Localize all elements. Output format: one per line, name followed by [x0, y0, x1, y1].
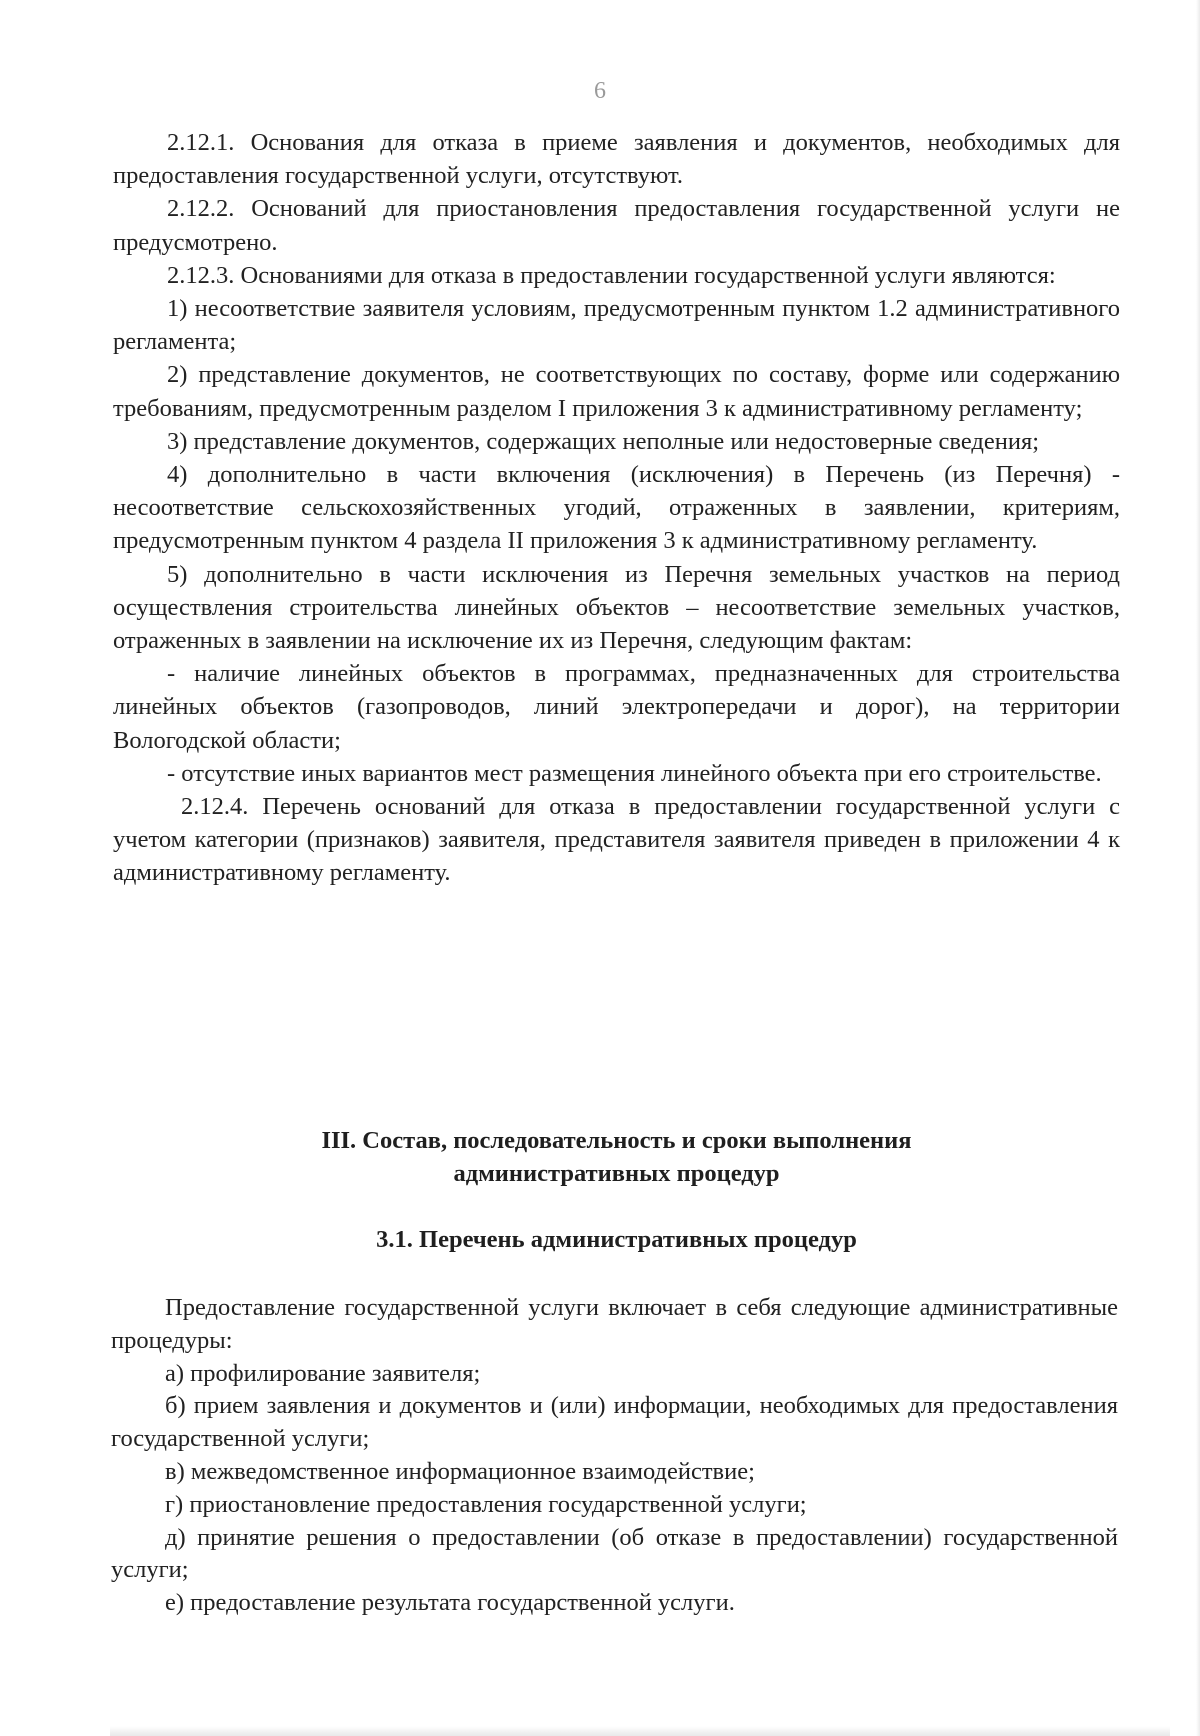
dash-item-2: - отсутствие иных вариантов мест размещения линейного объекта при его строительстве.: [167, 759, 1102, 787]
paragraph-2-12-1: 2.12.1. Основания для отказа в приеме заявления и документов, необходимых для предоставления государственной услуги, отсутствуют.: [113, 129, 1120, 190]
section-headings: [113, 1124, 1120, 1256]
procedure-item-a: а) профилирование заявителя;: [165, 1359, 481, 1387]
body-text: [113, 126, 1120, 890]
page-number: 6: [594, 78, 606, 104]
scan-bottom-shadow: [110, 1726, 1170, 1736]
paragraph-2-12-4: 2.12.4. Перечень оснований для отказа в предоставлении государственной услуги с учетом категории (признаков) заявителя, представителя заявителя приведен в приложении 4 к административному регламенту.: [113, 793, 1120, 887]
subsection-heading: 3.1. Перечень административных процедур: [376, 1226, 857, 1253]
section-heading-line2: административных процедур: [453, 1160, 780, 1187]
paragraph-2-12-2: 2.12.2. Оснований для приостановления предоставления государственной услуги не предусмотрено.: [113, 195, 1120, 256]
procedure-item-v: в) межведомственное информационное взаимодействие;: [165, 1457, 755, 1485]
scan-edge-shadow: [1196, 0, 1200, 1736]
section-heading: [113, 1124, 1120, 1190]
list-item-4: 4) дополнительно в части включения (исключения) в Перечень (из Перечня) - несоответствие сельскохозяйственных угодий, отраженных в заявлении, критериям, предусмотренным пунктом 4 раздела II приложения 3 к административному регламенту.: [113, 461, 1120, 555]
procedures-intro: Предоставление государственной услуги включает в себя следующие административные процедуры:: [111, 1294, 1118, 1354]
procedure-item-g: г) приостановление предоставления государственной услуги;: [165, 1490, 807, 1518]
list-item-1: 1) несоответствие заявителя условиям, предусмотренным пунктом 1.2 административного регламента;: [113, 295, 1120, 356]
paragraph-2-12-3: 2.12.3. Основаниями для отказа в предоставлении государственной услуги являются:: [167, 261, 1056, 289]
procedure-item-e: е) предоставление результата государственной услуги.: [165, 1589, 735, 1617]
list-item-3: 3) представление документов, содержащих неполные или недостоверные сведения;: [167, 427, 1040, 455]
dash-item-1: - наличие линейных объектов в программах, предназначенных для строительства линейных объектов (газопроводов, линий электропередачи и дорог), на территории Вологодской области;: [113, 660, 1120, 754]
procedure-item-d: д) принятие решения о предоставлении (об отказе в предоставлении) государственной услуги;: [111, 1523, 1118, 1584]
list-item-5: 5) дополнительно в части исключения из Перечня земельных участков на период осуществления строительства линейных объектов – несоответствие земельных участков, отраженных в заявлении на исключение их из Перечня, следующим фактам:: [113, 560, 1120, 655]
list-item-2: 2) представление документов, не соответствующих по составу, форме или содержанию требованиям, предусмотренным разделом I приложения 3 к административному регламенту;: [113, 361, 1120, 422]
section-heading-line1: III. Состав, последовательность и сроки выполнения: [321, 1127, 912, 1154]
procedure-item-b: б) прием заявления и документов и (или) информации, необходимых для предоставления государственной услуги;: [111, 1392, 1118, 1453]
procedures-list: [111, 1292, 1118, 1620]
